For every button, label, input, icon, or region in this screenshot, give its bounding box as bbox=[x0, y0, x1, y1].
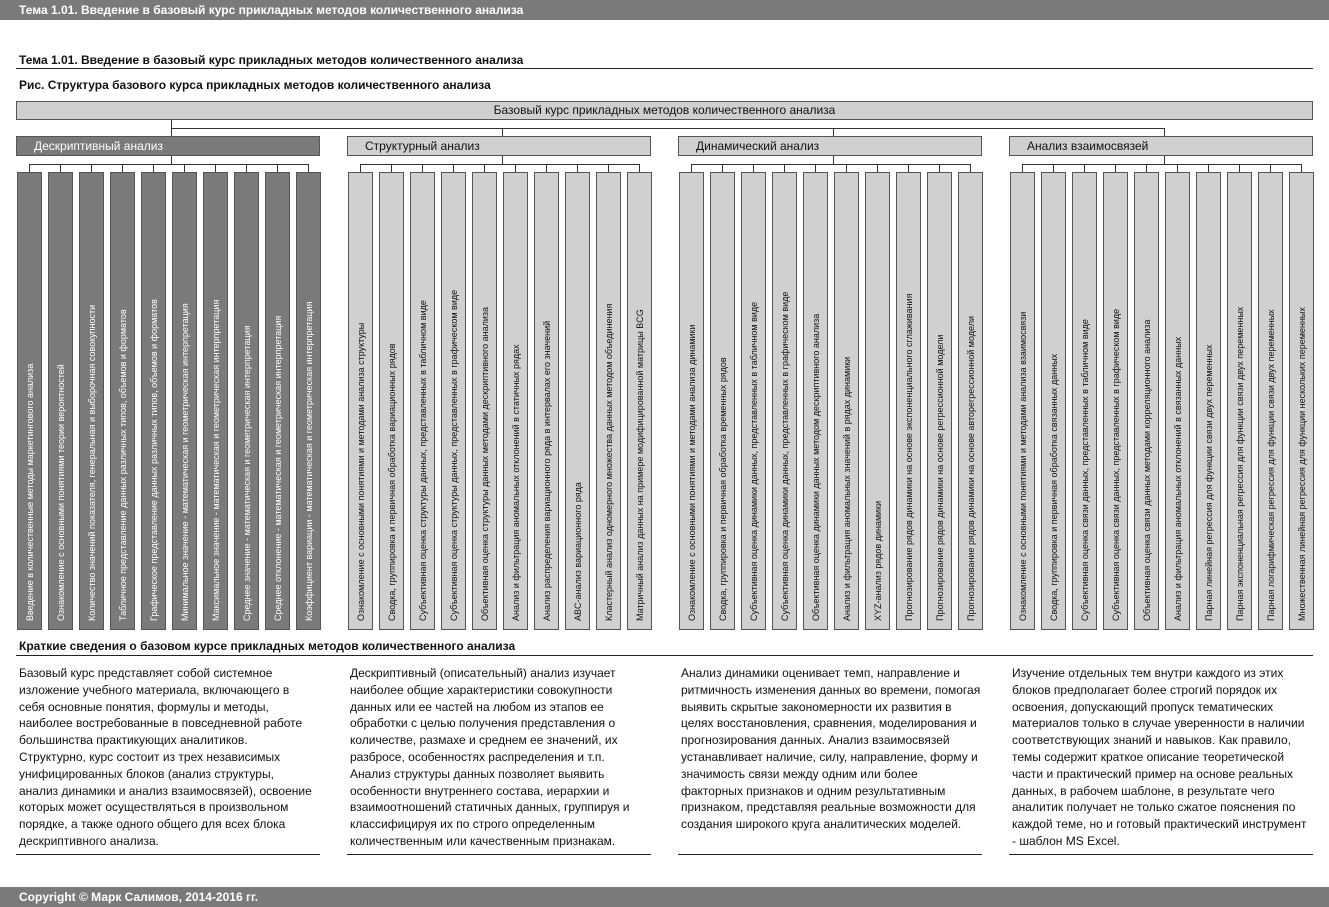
connector-item-descriptive-3 bbox=[91, 164, 92, 172]
connector-to-descriptive bbox=[171, 128, 172, 136]
connector-item-structural-7 bbox=[546, 164, 547, 172]
connector-item-relations-9 bbox=[1270, 164, 1271, 172]
connector-item-descriptive-9 bbox=[277, 164, 278, 172]
topic-descriptive-8 bbox=[234, 172, 259, 630]
topic-descriptive-3 bbox=[79, 172, 104, 630]
connector-item-descriptive-5 bbox=[153, 164, 154, 172]
connector-to-relations bbox=[1164, 128, 1165, 136]
connector-item-structural-2 bbox=[391, 164, 392, 172]
topic-label: Парная экспоненциальная регрессия для функции связи двух переменных bbox=[1235, 306, 1245, 621]
topic-label: Табличное представление данных различных типов, объемов и форматов bbox=[118, 309, 128, 621]
connector-items-relations bbox=[1022, 164, 1302, 165]
connector-item-descriptive-4 bbox=[122, 164, 123, 172]
topic-descriptive-1 bbox=[17, 172, 42, 630]
connector-items-dynamic bbox=[691, 164, 971, 165]
topic-label: Субъективная оценка структуры данных, представленных в табличном виде bbox=[418, 300, 428, 621]
connector-item-descriptive-6 bbox=[184, 164, 185, 172]
topic-relations-10 bbox=[1289, 172, 1314, 630]
connector-item-relations-10 bbox=[1301, 164, 1302, 172]
topic-structural-10 bbox=[627, 172, 652, 630]
connector-item-relations-3 bbox=[1084, 164, 1085, 172]
figure-caption: Рис. Структура базового курса прикладных методов количественного анализа bbox=[19, 78, 491, 92]
topic-relations-9 bbox=[1258, 172, 1283, 630]
connector-item-dynamic-7 bbox=[877, 164, 878, 172]
connector-item-dynamic-10 bbox=[970, 164, 971, 172]
page-title: Тема 1.01. Введение в базовый курс прикладных методов количественного анализа bbox=[19, 53, 524, 67]
category-descriptive: Дескриптивный анализ bbox=[16, 136, 320, 156]
connector-item-structural-9 bbox=[608, 164, 609, 172]
topic-label: Минимальное значение - математическая и геометрическая интерпретация bbox=[180, 303, 190, 621]
connector-item-structural-5 bbox=[484, 164, 485, 172]
topic-label: Ознакомление с основными понятиями и методами анализа динамики bbox=[687, 324, 697, 621]
topic-descriptive-9 bbox=[265, 172, 290, 630]
topic-dynamic-10 bbox=[958, 172, 983, 630]
topic-label: Сводка, группировка и первичная обработка связанных данных bbox=[1049, 353, 1059, 621]
topic-label: Ознакомление с основными понятиями и методами анализа взаимосвязи bbox=[1018, 311, 1028, 621]
connector-item-relations-7 bbox=[1208, 164, 1209, 172]
topic-label: Среднее значение - математическая и геометрическая интерпретация bbox=[242, 325, 252, 621]
topic-label: Среднее отклонение - математическая и геометрическая интерпретация bbox=[273, 315, 283, 621]
topic-descriptive-6 bbox=[172, 172, 197, 630]
topic-label: Сводка, группировка и первичная обработка вариационных рядов bbox=[387, 343, 397, 621]
topic-structural-4 bbox=[441, 172, 466, 630]
summary-paragraph-overview: Базовый курс представляет собой системное изложение учебного материала, включающего в себя основные понятия, формулы и методы, наиболее востребованные в повседневной работе большинства практикующих аналитиков. Структурно, курс состоит из трех независимых унифицированных блоков (анализ структуры, анализ динамики и анализ взаимосвязей), освоение которых может осуществляться в произвольном порядке, а также одного общего для всех блока дескриптивного анализа. bbox=[19, 666, 312, 848]
header-bar: Тема 1.01. Введение в базовый курс прикладных методов количественного анализа bbox=[0, 0, 1329, 20]
topic-relations-5 bbox=[1134, 172, 1159, 630]
topic-label: Парная логарифмическая регрессия для функции связи двух переменных bbox=[1266, 309, 1276, 621]
connector-item-descriptive-10 bbox=[308, 164, 309, 172]
topic-label: Прогнозирование рядов динамики на основе регрессионной модели bbox=[935, 334, 945, 621]
topic-label: ABC-анализ вариационного ряда bbox=[573, 482, 583, 621]
topic-descriptive-5 bbox=[141, 172, 166, 630]
connector-item-descriptive-2 bbox=[60, 164, 61, 172]
connector-item-relations-1 bbox=[1022, 164, 1023, 172]
topic-label: Субъективная оценка связи данных, представленных в графическом виде bbox=[1111, 308, 1121, 621]
connector-item-dynamic-9 bbox=[939, 164, 940, 172]
connector-item-relations-5 bbox=[1146, 164, 1147, 172]
connector-item-structural-3 bbox=[422, 164, 423, 172]
topic-dynamic-3 bbox=[741, 172, 766, 630]
connector-item-structural-8 bbox=[577, 164, 578, 172]
connector-item-relations-2 bbox=[1053, 164, 1054, 172]
topic-structural-6 bbox=[503, 172, 528, 630]
connector-item-structural-4 bbox=[453, 164, 454, 172]
topic-label: Объективная оценка динамики данных методом дескриптивного анализа bbox=[811, 313, 821, 621]
topic-label: Множественная линейная регрессия для функции нескольких переменных bbox=[1297, 307, 1307, 621]
summary-paragraph-study-order: Изучение отдельных тем внутри каждого из этих блоков предполагает более строгий порядок их освоения, допускающий пропуск тематических материалов только в случае уверенности в наличии соответствующих знаний и навыков. Как правило, темы содержит краткое описание теоретической части и практический пример на основе реальных данных, в рабочем шаблоне, в результате чего аналитик получает не только сжатое пояснения по каждой теме, но и готовый практический инструмент - шаблон MS Excel. bbox=[1012, 666, 1307, 848]
connector-item-descriptive-7 bbox=[215, 164, 216, 172]
connector-item-dynamic-3 bbox=[753, 164, 754, 172]
connector-item-structural-6 bbox=[515, 164, 516, 172]
connector-to-structural bbox=[502, 128, 503, 136]
topic-structural-9 bbox=[596, 172, 621, 630]
connector-items-descriptive bbox=[29, 164, 309, 165]
topic-label: Введение в количественные методы маркетингового анализа bbox=[25, 363, 35, 621]
connector-root-down bbox=[171, 120, 172, 128]
topic-label: Субъективная оценка связи данных, представленных в табличном виде bbox=[1080, 319, 1090, 621]
topic-relations-2 bbox=[1041, 172, 1066, 630]
connector-item-descriptive-8 bbox=[246, 164, 247, 172]
topic-label: Объективная оценка связи данных методами корреляционного анализа bbox=[1142, 319, 1152, 621]
connector-item-relations-4 bbox=[1115, 164, 1116, 172]
topic-label: Анализ и фильтрация аномальных отклонений в связанных данных bbox=[1173, 336, 1183, 621]
footer-copyright: Copyright © Марк Салимов, 2014-2016 гг. bbox=[0, 887, 1329, 907]
topic-label: Ознакомление с основными понятиями и методами анализа структуры bbox=[356, 322, 366, 621]
summary-paragraph-dynamics-relations: Анализ динамики оценивает темп, направление и ритмичность изменения данных во времени, помогая выявить скрытые закономерности их развития в целях восстановления, сравнения, моделирования и прогнозирования данных. Анализ взаимосвязей устанавливает наличие, силу, направление, форму и значимость связи между одним или более факторных признаков и одним результативным признаком, представляя реальные возможности для создания широкого круга аналитических моделей. bbox=[681, 666, 981, 832]
topic-label: Анализ и фильтрация аномальных значений в рядах динамики bbox=[842, 356, 852, 621]
topic-label: Коэффициент вариации - математическая и геометрическая интерпретация bbox=[304, 301, 314, 621]
topic-label: Кластерный анализ одномерного множества данных методом объединения bbox=[604, 303, 614, 621]
category-dynamic: Динамический анализ bbox=[678, 136, 982, 156]
topic-dynamic-5 bbox=[803, 172, 828, 630]
diagram-root-node: Базовый курс прикладных методов количественного анализа bbox=[16, 101, 1313, 120]
topic-structural-3 bbox=[410, 172, 435, 630]
topic-relations-4 bbox=[1103, 172, 1128, 630]
topic-dynamic-1 bbox=[679, 172, 704, 630]
connector-item-relations-8 bbox=[1239, 164, 1240, 172]
topic-relations-3 bbox=[1072, 172, 1097, 630]
summary-paragraph-descriptive-structure: Дескриптивный (описательный) анализ изучает наиболее общие характеристики совокупности данных или ее частей на любом из этапов ее обработки с целью получения представления о количестве, размахе и среднем ее значений, их разбросе, особенностях распределения и т.п. Анализ структуры данных позволяет выявить особенности внутреннего состава, иерархии и взаимоотношений статичных данных, группируя и классифицируя их по строго определенным количественным или качественным признакам. bbox=[350, 666, 630, 848]
summary-underline bbox=[16, 655, 1313, 656]
topic-structural-5 bbox=[472, 172, 497, 630]
summary-rule-3 bbox=[678, 854, 982, 855]
topic-descriptive-2 bbox=[48, 172, 73, 630]
summary-rule-4 bbox=[1009, 854, 1313, 855]
connector-item-dynamic-5 bbox=[815, 164, 816, 172]
topic-label: Анализ распределения вариационного ряда в интервалах его значений bbox=[542, 320, 552, 621]
connector-item-relations-6 bbox=[1177, 164, 1178, 172]
topic-structural-2 bbox=[379, 172, 404, 630]
category-structural: Структурный анализ bbox=[347, 136, 651, 156]
topic-structural-7 bbox=[534, 172, 559, 630]
topic-dynamic-7 bbox=[865, 172, 890, 630]
connector-cat-relations bbox=[1164, 156, 1165, 164]
topic-label: Субъективная оценка структуры данных, представленных в графическом виде bbox=[449, 289, 459, 621]
connector-cat-descriptive bbox=[171, 156, 172, 164]
summary-rule-1 bbox=[16, 854, 320, 855]
connector-item-structural-10 bbox=[639, 164, 640, 172]
topic-label: Парная линейная регрессия для функции связи двух переменных bbox=[1204, 344, 1214, 621]
topic-label: Субъективная оценка динамики данных, представленных в табличном виде bbox=[749, 301, 759, 621]
connector-item-dynamic-8 bbox=[908, 164, 909, 172]
topic-label: XYZ-анализ рядов динамики bbox=[873, 500, 883, 621]
topic-dynamic-8 bbox=[896, 172, 921, 630]
connector-cat-structural bbox=[502, 156, 503, 164]
connector-items-structural bbox=[360, 164, 640, 165]
topic-label: Количество значений показателя, генеральная и выборочная совокупности bbox=[87, 304, 97, 621]
connector-to-dynamic bbox=[833, 128, 834, 136]
topic-label: Максимальное значение - математическая и геометрическая интерпретация bbox=[211, 299, 221, 621]
topic-dynamic-4 bbox=[772, 172, 797, 630]
topic-structural-8 bbox=[565, 172, 590, 630]
summary-rule-2 bbox=[347, 854, 651, 855]
topic-label: Ознакомление с основными понятиями теории вероятностей bbox=[56, 364, 66, 621]
summary-heading: Краткие сведения о базовом курсе прикладных методов количественного анализа bbox=[19, 639, 516, 653]
topic-label: Анализ и фильтрация аномальных отклонений в статичных рядах bbox=[511, 344, 521, 621]
topic-label: Сводка, группировка и первичная обработка временных рядов bbox=[718, 357, 728, 621]
connector-item-dynamic-4 bbox=[784, 164, 785, 172]
connector-cat-dynamic bbox=[833, 156, 834, 164]
topic-relations-8 bbox=[1227, 172, 1252, 630]
topic-descriptive-10 bbox=[296, 172, 321, 630]
topic-label: Графическое представление данных различных типов, объемов и форматов bbox=[149, 299, 159, 621]
connector-item-dynamic-1 bbox=[691, 164, 692, 172]
connector-horizontal bbox=[171, 128, 1165, 129]
topic-descriptive-7 bbox=[203, 172, 228, 630]
topic-structural-1 bbox=[348, 172, 373, 630]
topic-dynamic-6 bbox=[834, 172, 859, 630]
connector-item-descriptive-1 bbox=[29, 164, 30, 172]
topic-dynamic-9 bbox=[927, 172, 952, 630]
connector-item-dynamic-2 bbox=[722, 164, 723, 172]
topic-descriptive-4 bbox=[110, 172, 135, 630]
category-relations: Анализ взаимосвязей bbox=[1009, 136, 1313, 156]
topic-relations-6 bbox=[1165, 172, 1190, 630]
connector-item-dynamic-6 bbox=[846, 164, 847, 172]
topic-relations-1 bbox=[1010, 172, 1035, 630]
topic-label: Прогнозирование рядов динамики на основе экспоненциального сглаживания bbox=[904, 293, 914, 621]
topic-label: Прогнозирование рядов динамики на основе авторегрессионной модели bbox=[966, 315, 976, 621]
topic-label: Субъективная оценка динамики данных, представленных в графическом виде bbox=[780, 291, 790, 621]
topic-label: Объективная оценка структуры данных методами дескриптивного анализа bbox=[480, 307, 490, 621]
topic-dynamic-2 bbox=[710, 172, 735, 630]
topic-label: Матричный анализ данных на примере модифицированной матрицы BCG bbox=[635, 309, 645, 621]
connector-item-structural-1 bbox=[360, 164, 361, 172]
topic-relations-7 bbox=[1196, 172, 1221, 630]
title-underline bbox=[16, 68, 1313, 69]
